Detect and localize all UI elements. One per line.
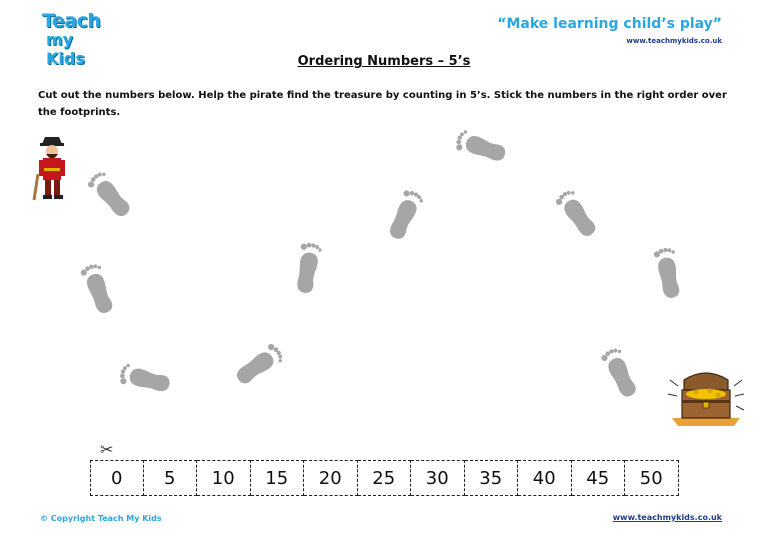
number-card[interactable]: 30	[411, 460, 465, 496]
footprint-icon	[651, 244, 686, 302]
tagline: “Make learning child’s play”	[497, 16, 722, 32]
number-card[interactable]: 25	[358, 460, 412, 496]
logo-line-2: my Kids	[46, 30, 85, 68]
number-card[interactable]: 15	[251, 460, 305, 496]
instructions: Cut out the numbers below. Help the pirate find the treasure by counting in 5’s. Stick the numbers in the right order over the footprints.	[38, 90, 727, 118]
footprint-icon	[382, 185, 428, 245]
footer-site-url[interactable]: www.teachmykids.co.uk	[612, 513, 722, 522]
number-card[interactable]: 0	[90, 460, 144, 496]
footprint-icon	[597, 343, 643, 403]
copyright-text: © Copyright Teach My Kids	[40, 514, 162, 523]
number-card[interactable]: 20	[304, 460, 358, 496]
footprint-icon	[291, 239, 326, 297]
treasure-chest-icon	[666, 370, 746, 426]
scissors-icon: ✂	[100, 440, 114, 459]
pirate-icon	[30, 134, 74, 204]
footprint-icon	[551, 184, 603, 243]
number-strip	[90, 460, 679, 496]
number-card[interactable]: 40	[518, 460, 572, 496]
footprint-icon	[83, 166, 138, 224]
teach-my-kids-logo	[42, 10, 112, 68]
footprint-icon	[77, 259, 120, 319]
number-card[interactable]: 10	[197, 460, 251, 496]
number-card[interactable]: 5	[144, 460, 198, 496]
logo-line-1: Teach	[42, 10, 101, 32]
footprint-icon	[229, 339, 288, 391]
number-card[interactable]: 50	[625, 460, 679, 496]
number-card[interactable]: 35	[465, 460, 519, 496]
footprint-icon	[116, 359, 175, 398]
footprint-icon	[451, 126, 511, 169]
header-site-url[interactable]: www.teachmykids.co.uk	[626, 37, 722, 45]
number-card[interactable]: 45	[572, 460, 626, 496]
page-title: Ordering Numbers – 5’s	[297, 54, 471, 69]
